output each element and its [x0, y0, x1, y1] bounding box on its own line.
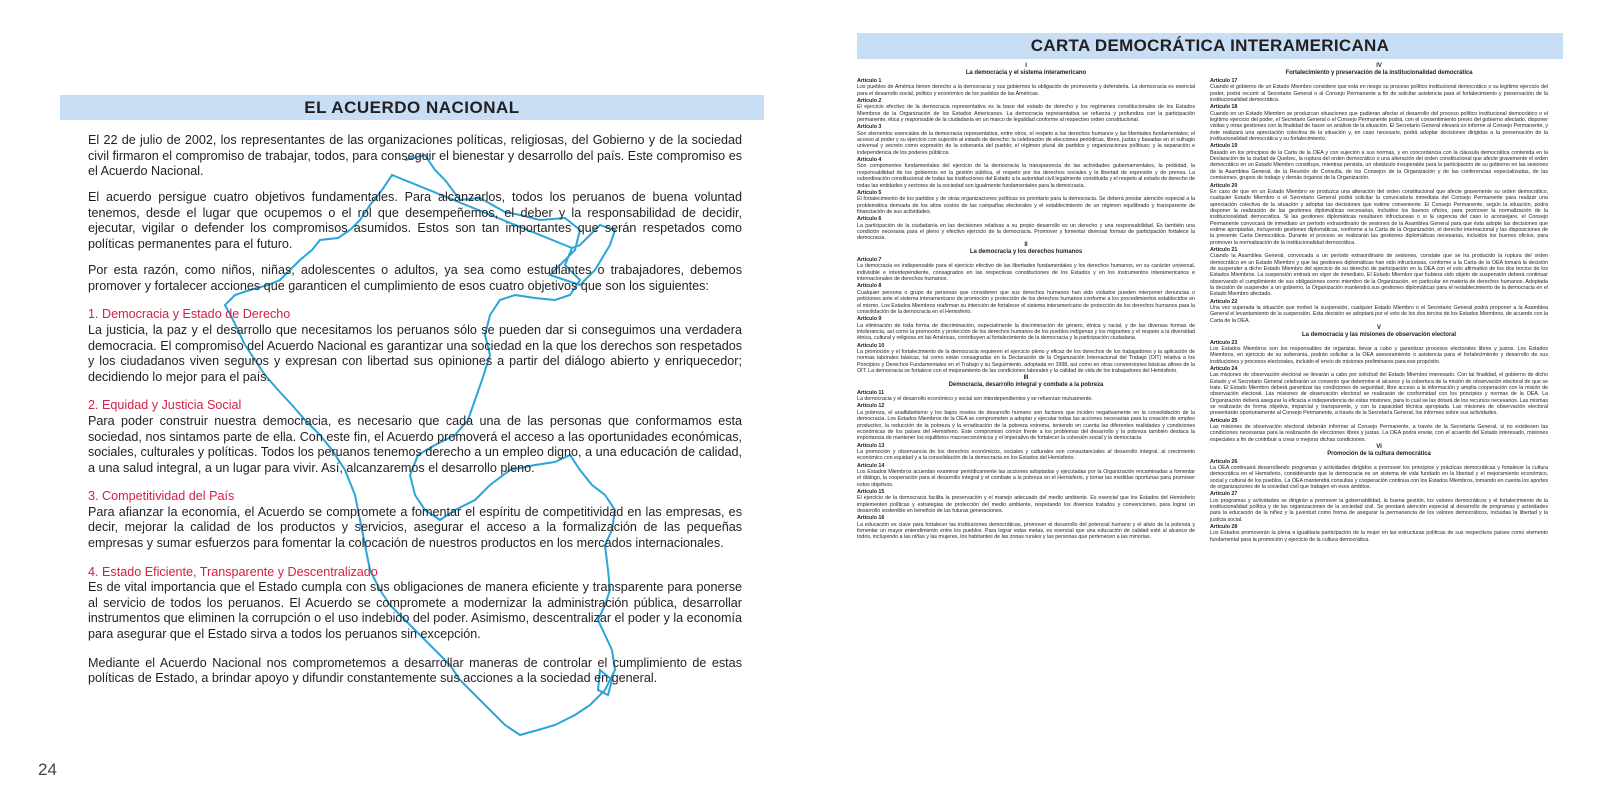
article-heading: Artículo 27: [1210, 491, 1238, 498]
paragraph-closing: Mediante el Acuerdo Nacional nos comprometemos a desarrollar maneras de controlar el cumplimiento de estas políticas de Estado, a brindar apoyo y difundir constantemente sus acciones a la sociedad en general.: [88, 655, 742, 686]
section-number: IV: [1376, 63, 1382, 69]
paragraph-objectives: El acuerdo persigue cuatro objetivos fundamentales. Para alcanzarlos, todos los peruanos de buena voluntad tenemos, desde el lugar que ocupemos o el rol que desempeñemos, el deber y la responsabilidad de decidir, ejecutar, vigilar o defender los compromisos asumidos. Estos son tan importantes que serán respetados como políticas permanentes para el futuro.: [88, 190, 742, 252]
objective-1-text: La justicia, la paz y el desarrollo que necesitamos los peruanos sólo se pueden dar si conseguimos una verdadera democracia. El compromiso del Acuerdo Nacional es garantizar una sociedad en la que los derechos son respetados y los ciudadanos viven seguros y expresan con libertad sus opiniones a partir del diálogo abierto y enriquecedor; decidiendo lo mejor para el país.: [88, 322, 742, 384]
article-heading: Artículo 18: [1210, 104, 1238, 111]
article-heading: Artículo 1: [857, 78, 882, 84]
article-text: El fortalecimiento de los partidos y de otras organizaciones políticas es prioritario para la democracia. Se deberá prestar atención especial a la problemática derivada de los altos costos de las campañas electorales y el establecimiento de un régimen equilibrado y transparente de financiación de sus actividades.: [857, 196, 1195, 215]
article-text: La eliminación de toda forma de discriminación, especialmente la discriminación de género, étnica y racial, y de las diversas formas de intolerancia, así como la promoción y protección de los derechos humanos de los pueblos indígenas y los migrantes y el respeto a la diversidad étnica, cultural y religiosa en las Américas, contribuyen al fortalecimiento de la democracia y la participación ciudadana.: [857, 322, 1195, 342]
article-text: Las misiones de observación electoral se llevarán a cabo por solicitud del Estado Miembro interesado. Con tal finalidad, el gobierno de dicho Estado y el Secretario General celebrarán un convenio que determine el alcance y la cobertura de la misión de observación electoral de que se trate. El Estado Miembro deberá garantizar las condiciones de seguridad, libre acceso a la información y amplia cooperación con la misión de observación electoral. Las misiones de observación electoral se realizarán de conformidad con los principios y normas de la OEA. La Organización deberá asegurar la eficacia e independencia de estas misiones, para lo cual se las dotará de los recursos necesarios. Las mismas se realizarán de forma objetiva, imparcial y transparente, y con la capacidad técnica apropiada. Las misiones de observación electoral presentarán oportunamente al Consejo Permanente, a través de la Secretaría General, los informes sobre sus actividades.: [1210, 372, 1548, 417]
article-heading: Artículo 13: [857, 442, 885, 449]
section-title: La democracia y el sistema interamericano: [965, 70, 1087, 76]
article-heading: Artículo 28: [1210, 524, 1238, 530]
section-number: III: [1023, 374, 1029, 381]
paragraph-reason: Por esta razón, como niños, niñas, adolescentes o adultos, ya sea como estudiantes o trabajadores, debemos promover y fortalecer acciones que garanticen el cumplimiento de esos cuatro objetivos que son los siguientes:: [88, 263, 742, 293]
article-text: La promoción y el fortalecimiento de la democracia requieren el ejercicio pleno y eficaz de los derechos de los trabajadores y la aplicación de normas laborales básicas, tal como están consagradas en la Declaración de la Organización Internacional del Trabajo (OIT) relativa a los Principios y Derechos Fundamentales en el Trabajo y su Seguimiento, adoptada en 1998, así como en otras convenciones básicas afines de la OIT. La democracia se fortalece con el mejoramiento de las condiciones laborales y la calidad de vida de los trabajadores del Hemisferio.: [857, 348, 1195, 374]
objective-3-title: 3. Competitividad del País: [88, 489, 235, 504]
article-heading: Artículo 19: [1210, 143, 1238, 150]
right-page: [800, 0, 1600, 800]
section-number: V: [1377, 324, 1381, 331]
article-text: La OEA continuará desarrollando programas y actividades dirigidos a promover los principios y prácticas democráticas y fortalecer la cultura democrática en el Hemisferio, considerando que la democracia es un sistema de vida fundado en la libertad y el mejoramiento económico, social y cultural de los pueblos. La OEA mantendrá consultas y cooperación continua con los Estados Miembros, tomando en cuenta los aportes de organizaciones de la sociedad civil que trabajen en esos ámbitos.: [1210, 464, 1548, 490]
charter-column-left: [857, 63, 1195, 541]
article-heading: Artículo 24: [1210, 365, 1238, 372]
article-heading: Artículo 16: [857, 515, 885, 522]
article-text: La participación de la ciudadanía en las decisiones relativas a su propio desarrollo es un derecho y una responsabilidad. Es también una condición necesaria para el pleno y efectivo ejercicio de la democracia. Promover y fomentar diversas formas de participación fortalece la democracia.: [857, 222, 1195, 242]
article-text: Cuando el gobierno de un Estado Miembro considere que está en riesgo su proceso político institucional democrático o su legítimo ejercicio del poder, podrá recurrir al Secretario General o al Consejo Permanente a fin de solicitar asistencia para el fortalecimiento y preservación de la institucionalidad democrática.: [1210, 84, 1548, 104]
objective-1-title: 1. Democracia y Estado de Derecho: [88, 307, 291, 322]
article-text: Los programas y actividades se dirigirán a promover la gobernabilidad, la buena gestión, los valores democráticos y el fortalecimiento de la institucionalidad política y de las organizaciones de la sociedad civil. Se prestará atención especial al desarrollo de programas y actividades para la educación de la niñez y la juventud como forma de asegurar la permanencia de los valores democráticos, incluidas la libertad y la justicia social.: [1210, 497, 1548, 523]
article-heading: Artículo 20: [1210, 182, 1238, 189]
article-heading: Artículo 8: [857, 283, 882, 290]
article-heading: Artículo 15: [857, 488, 885, 495]
section-title: Fortalecimiento y preservación de la institucionalidad democrática: [1285, 70, 1473, 76]
page-number: 24: [38, 760, 57, 779]
section-number: VI: [1376, 443, 1382, 450]
article-heading: Artículo 9: [857, 316, 882, 323]
article-heading: Artículo 22: [1210, 298, 1238, 305]
article-text: Una vez superada la situación que motivó la suspensión, cualquier Estado Miembro o el Secretario General podrá proponer a la Asamblea General el levantamiento de la suspensión. Esta decisión se adoptará por el voto de los dos tercios de los Estados Miembros, de acuerdo con la Carta de la OEA.: [1210, 305, 1548, 324]
page-title: EL ACUERDO NACIONAL: [304, 98, 520, 117]
article-heading: Artículo 7: [857, 257, 882, 264]
charter-column-right: [1210, 63, 1548, 544]
paragraph-intro: El 22 de julio de 2002, los representantes de las organizaciones políticas, religiosas, del Gobierno y de la sociedad civil firmaron el compromiso de trabajar, todos, para conseguir el bienestar y desarrollo del país. Este compromiso es el Acuerdo Nacional.: [88, 133, 742, 179]
article-heading: Artículo 23: [1210, 339, 1238, 346]
article-heading: Artículo 4: [857, 157, 882, 164]
article-text: El ejercicio de la democracia facilita la preservación y el manejo adecuado del medio ambiente. Es esencial que los Estados del Hemisferio implementen políticas y estrategias de protección del medio ambiente, respetando los diversos tratados y convenciones, para lograr un desarrollo sostenible en beneficio de las futuras generaciones.: [857, 495, 1195, 514]
article-text: Los pueblos de América tienen derecho a la democracia y sus gobiernos la obligación de promoverla y defenderla. La democracia es esencial para el desarrollo social, político y económico de los pueblos de las Américas.: [857, 84, 1195, 97]
article-text: La democracia y el desarrollo económico y social son interdependientes y se refuerzan mutuamente.: [857, 396, 1093, 403]
article-body: [88, 133, 742, 697]
article-text: El ejercicio efectivo de la democracia representativa es la base del estado de derecho y los regímenes constitucionales de los Estados Miembros de la Organización de los Estados Americanos. La democracia representativa se refuerza y profundiza con la participación permanente, ética y responsable de la ciudadanía en un marco de legalidad conforme al respectivo orden constitucional.: [857, 104, 1195, 124]
objective-2-title: 2. Equidad y Justicia Social: [88, 398, 242, 413]
article-text: La promoción y observancia de los derechos económicos, sociales y culturales son consustanciales al desarrollo integral, al crecimiento económico con equidad y a la consolidación de la democracia en los Estados del Hemisferio.: [857, 448, 1195, 462]
article-text: Son componentes fundamentales del ejercicio de la democracia la transparencia de las actividades gubernamentales, la probidad, la responsabilidad de los gobiernos en la gestión pública, el respeto por los derechos sociales y la libertad de expresión y de prensa. La subordinación constitucional de todas las instituciones del Estado a la autoridad civil legalmente constituida y el respeto al estado de derecho de todas las entidades y sectores de la sociedad son igualmente fundamentales para la democracia.: [857, 163, 1195, 189]
objective-2-text: Para poder construir nuestra democracia, es necesario que cada una de las personas que conformamos esta sociedad, nos sintamos parte de ella. Con este fin, el Acuerdo promoverá el acceso a las oportunidades económicas, sociales, culturales y políticas. Todos los peruanos tenemos derecho a un empleo digno, a una educación de calidad, a una salud integral, a un lugar para vivir. Así, alcanzaremos el desarrollo pleno.: [88, 413, 742, 475]
article-heading: Artículo 5: [857, 189, 882, 196]
article-text: La democracia es indispensable para el ejercicio efectivo de las libertades fundamentales y los derechos humanos, en su carácter universal, indivisible e interdependiente, consagrados en las respectivas constituciones de los Estados y en los instrumentos interamericanos e internacionales de derechos humanos.: [857, 263, 1195, 283]
objective-4-text: Es de vital importancia que el Estado cumpla con sus obligaciones de manera eficiente y transparente para ponerse al servicio de todos los peruanos. El Acuerdo se compromete a modernizar la administración pública, desarrollar instrumentos que eliminen la corrupción o el uso indebido del poder. Asimismo, descentralizar el poder y la economía para asegurar que el Estado sirva a todos los peruanos sin excepción.: [88, 580, 742, 642]
article-text: Los Estados promoverán la plena e igualitaria participación de la mujer en las estructuras políticas de sus respectivos países como elemento fundamental para la promoción y ejercicio de la cultura democrática.: [1210, 530, 1548, 543]
article-heading: Artículo 3: [857, 124, 882, 131]
article-text: Cualquier persona o grupo de personas que consideren que sus derechos humanos han sido violados pueden interponer denuncias o peticiones ante el sistema interamericano de promoción y protección de los derechos humanos conforme a los procedimientos establecidos en el mismo. Los Estados Miembros reafirman su intención de fortalecer el sistema interamericano de protección de los derechos humanos para la consolidación de la democracia en el Hemisferio.: [857, 289, 1195, 315]
article-heading: Artículo 14: [857, 462, 885, 469]
article-text: Basado en los principios de la Carta de la OEA y con sujeción a sus normas, y en concordancia con la cláusula democrática contenida en la Declaración de la ciudad de Quebec, la ruptura del orden democrático o una alteración del orden constitucional que afecte gravemente el orden democrático en un Estado Miembro constituye, mientras persista, un obstáculo insuperable para la participación de su gobierno en las sesiones de la Asamblea General, de la Reunión de Consulta, de los Consejos de la Organización y de las conferencias especializadas, de las comisiones, grupos de trabajo y demás órganos de la Organización.: [1210, 149, 1548, 182]
article-heading: Artículo 26: [1210, 458, 1238, 465]
article-heading: Artículo 11: [857, 389, 885, 396]
article-text: La pobreza, el analfabetismo y los bajos niveles de desarrollo humano son factores que inciden negativamente en la consolidación de la democracia. Los Estados Miembros de la OEA se comprometen a adoptar y ejecutar todas las acciones necesarias para la creación de empleo productivo, la reducción de la pobreza y la erradicación de la pobreza extrema, teniendo en cuenta las diferentes realidades y condiciones económicas de los países del Hemisferio. Este compromiso común frente a los problemas del desarrollo y la pobreza también destaca la importancia de mantener los equilibrios macroeconómicos y el imperativo de fortalecer la cohesión social y la democracia.: [857, 409, 1195, 442]
objective-4-title: 4. Estado Eficiente, Transparente y Descentralizado: [88, 564, 378, 579]
section-title: Promoción de la cultura democrática: [1327, 450, 1431, 457]
article-heading: Artículo 12: [857, 403, 885, 410]
article-heading: Artículo 17: [1210, 78, 1238, 84]
article-heading: Artículo 21: [1210, 246, 1238, 253]
section-title: La democracia y los derechos humanos: [969, 249, 1083, 256]
article-text: Son elementos esenciales de la democracia representativa, entre otros, el respeto a los derechos humanos y las libertades fundamentales; el acceso al poder y su ejercicio con sujeción al estado de derecho; la celebración de elecciones periódicas, libres, justas y basadas en el sufragio universal y secreto como expresión de la soberanía del pueblo; el régimen plural de partidos y organizaciones políticas; y la separación e independencia de los poderes públicos.: [857, 130, 1195, 156]
charter-title: CARTA DEMOCRÁTICA INTERAMERICANA: [1030, 36, 1390, 55]
objective-3-text: Para afianzar la economía, el Acuerdo se compromete a fomentar el espíritu de competitividad en las empresas, es decir, mejorar la calidad de los productos y servicios, asegurar el acceso a la formalización de las pequeñas empresas y sumar esfuerzos para fomentar la colocación de nuestros productos en los mercados internacionales.: [88, 504, 742, 551]
article-heading: Artículo 6: [857, 216, 882, 223]
article-text: La educación es clave para fortalecer las instituciones democráticas, promover el desarrollo del potencial humano y el alivio de la pobreza y fomentar un mayor entendimiento entre los pueblos. Para lograr estas metas, es esencial que una educación de calidad esté al alcance de todos, incluyendo a las niñas y las mujeres, los habitantes de las zonas rurales y las personas que pertenecen a las minorías.: [857, 521, 1195, 541]
article-text: Los Estados Miembros acuerdan examinar periódicamente las acciones adoptadas y ejecutadas por la Organización encaminadas a fomentar el diálogo, la cooperación para el desarrollo integral y el combate a la pobreza en el Hemisferio, y tomar las medidas oportunas para promover estos objetivos.: [857, 468, 1195, 488]
article-text: Las misiones de observación electoral deberán informar al Consejo Permanente, a través de la Secretaría General, si no existiesen las condiciones necesarias para la realización de elecciones libres y justas. La OEA podrá enviar, con el acuerdo del Estado interesado, misiones especiales a fin de contribuir a crear o mejorar dichas condiciones.: [1210, 424, 1548, 443]
article-text: Cuando en un Estado Miembro se produzcan situaciones que pudieran afectar el desarrollo del proceso político institucional democrático o el legítimo ejercicio del poder, el Secretario General o el Consejo Permanente podrá, con el consentimiento previo del gobierno afectado, disponer visitas y otras gestiones con la finalidad de hacer un análisis de la situación. El Secretario General elevará un informe al Consejo Permanente, y éste realizará una apreciación colectiva de la situación y, en caso necesario, podrá adoptar decisiones dirigidas a la preservación de la institucionalidad democrática y su fortalecimiento.: [1210, 110, 1548, 143]
article-text: En caso de que en un Estado Miembro se produzca una alteración del orden constitucional que afecte gravemente su orden democrático, cualquier Estado Miembro o el Secretario General podrá solicitar la convocatoria inmediata del Consejo Permanente para realizar una apreciación colectiva de la situación y adoptar las decisiones que estime conveniente. El Consejo Permanente, según la situación, podrá disponer la realización de las gestiones diplomáticas necesarias, incluidos los buenos oficios, para promover la normalización de la institucionalidad democrática. Si las gestiones diplomáticas resultaren infructuosas o si la urgencia del caso lo aconsejare, el Consejo Permanente convocará de inmediato un período extraordinario de sesiones de la Asamblea General para que ésta adopte las decisiones que estime apropiadas, incluyendo gestiones diplomáticas, conforme a la Carta de la Organización, el derecho internacional y las disposiciones de la presente Carta Democrática. Durante el proceso se realizarán las gestiones diplomáticas necesarias, incluidos los buenos oficios, para promover la normalización de la institucionalidad democrática.: [1210, 188, 1548, 246]
article-text: Los Estados Miembros son los responsables de organizar, llevar a cabo y garantizar procesos electorales libres y justos. Los Estados Miembros, en ejercicio de su soberanía, podrán solicitar a la OEA asesoramiento o asistencia para el fortalecimiento y desarrollo de sus instituciones y procesos electorales, incluido el envío de misiones preliminares para ese propósito.: [1210, 345, 1548, 365]
section-number: I: [1025, 63, 1027, 69]
section-title: Democracia, desarrollo integral y combate a la pobreza: [948, 381, 1104, 388]
article-heading: Artículo 25: [1210, 417, 1238, 424]
article-text: Cuando la Asamblea General, convocada a un período extraordinario de sesiones, constate que se ha producido la ruptura del orden democrático en un Estado Miembro y que las gestiones diplomáticas han sido infructuosas, conforme a la Carta de la OEA tomará la decisión de suspender a dicho Estado Miembro del ejercicio de su derecho de participación en la OEA con el voto afirmativo de los dos tercios de los Estados Miembros. La suspensión entrará en vigor de inmediato. El Estado Miembro que hubiera sido objeto de suspensión deberá continuar observando el cumplimiento de sus obligaciones como miembro de la Organización, en particular en materia de derechos humanos. Adoptada la decisión de suspender a un gobierno, la Organización mantendrá sus gestiones diplomáticas para el restablecimiento de la democracia en el Estado Miembro afectado.: [1210, 253, 1548, 298]
section-title: La democracia y las misiones de observación electoral: [1301, 331, 1457, 338]
section-number: II: [1024, 242, 1028, 249]
article-heading: Artículo 2: [857, 98, 882, 105]
article-heading: Artículo 10: [857, 342, 885, 349]
